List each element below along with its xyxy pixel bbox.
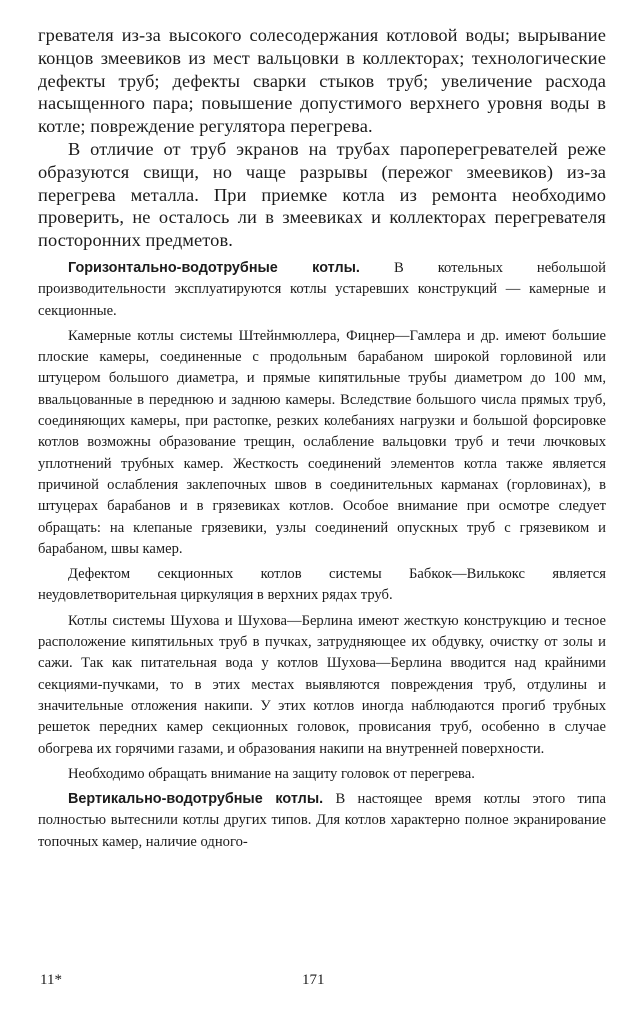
paragraph-8-text: В настоящее время котлы этого типа полностью вытеснили котлы других типов. Для котлов характерно полное экранирование топочных камер, наличие одного- [38,791,606,850]
paragraph-8 [38,789,606,853]
section-heading-vertical: Вертикально-водотрубные котлы. [68,791,324,808]
paragraph-5: Дефектом секционных котлов системы Бабкок—Вилькокс является неудовлетворительная циркуляция в верхних рядах труб. [38,566,606,604]
paragraph-6: Котлы системы Шухова и Шухова—Берлина имеют жесткую конструкцию и тесное расположение кипятильных труб в пучках, затрудняющее их обдувку, очистку от золы и сажи. Так как питательная вода у котлов Шухова—Берлина вводится над крайними секциями-пучками, то в этих местах выявляются повреждения труб, отдулины и значительные отложения накипи. У этих котлов иногда наблюдаются прогиб трубных решеток передних камер секционных головок, провисания труб, особенно в случае обогрева их горячими газами, и образования накипи на внутренней поверхности. [38,612,606,757]
page-number: 171 [302,972,325,988]
paragraph-3 [38,258,606,322]
paragraph-4: Камерные котлы системы Штейнмюллера, Фицнер—Гамлера и др. имеют большие плоские камеры, соединенные с продольным барабаном широкой горловиной или штуцером большого диаметра, и прямые кипятильные трубы диаметром до 100 мм, ввальцованные в переднюю и заднюю камеры. Вследствие большого числа прямых труб, соединяющих камеры, при растопке, резких колебаниях нагрузки и большой форсировке котлов возможны образование трещин, ослабление вальцовки труб и течи лючковых уплотнений трубных камер. Жесткость соединений элементов котла также является причиной ослабления заклепочных швов в соединительных карманах (горловинах), в штуцерах барабанов и в грязевиках котлов. Особое внимание при осмотре следует обращать: на клепаные грязевики, узлы соединений опускных труб с грязевиком и барабаном, швы камер. [38,327,606,557]
paragraph-1: гревателя из-за высокого солесодержания котловой воды; вырывание концов змеевиков из мест вальцовки в коллекторах; технологические дефекты труб; дефекты сварки стыков труб; увеличение расхода насыщенного пара; повышение допустимого верхнего уровня воды в котле; повреждение регулятора перегрева. [38,25,606,137]
signature-mark: 11* [40,972,62,988]
page-footer [38,972,606,996]
paragraph-7: Необходимо обращать внимание на защиту головок от перегрева. [68,765,475,782]
section-heading-horizontal: Горизонтально-водотрубные котлы. [68,259,360,276]
paragraph-3-text: В котельных небольшой производительности эксплуатируются котлы устаревших конструкций — камерные и секционные. [38,259,606,319]
page-body [38,24,606,853]
paragraph-2: В отличие от труб экранов на трубах пароперегревателей реже образуются свищи, но чаще разрывы (пережог змеевиков) из-за перегрева металла. При приемке котла из ремонта необходимо проверить, не осталось ли в змеевиках и коллекторах перегревателя посторонних предметов. [38,138,606,251]
